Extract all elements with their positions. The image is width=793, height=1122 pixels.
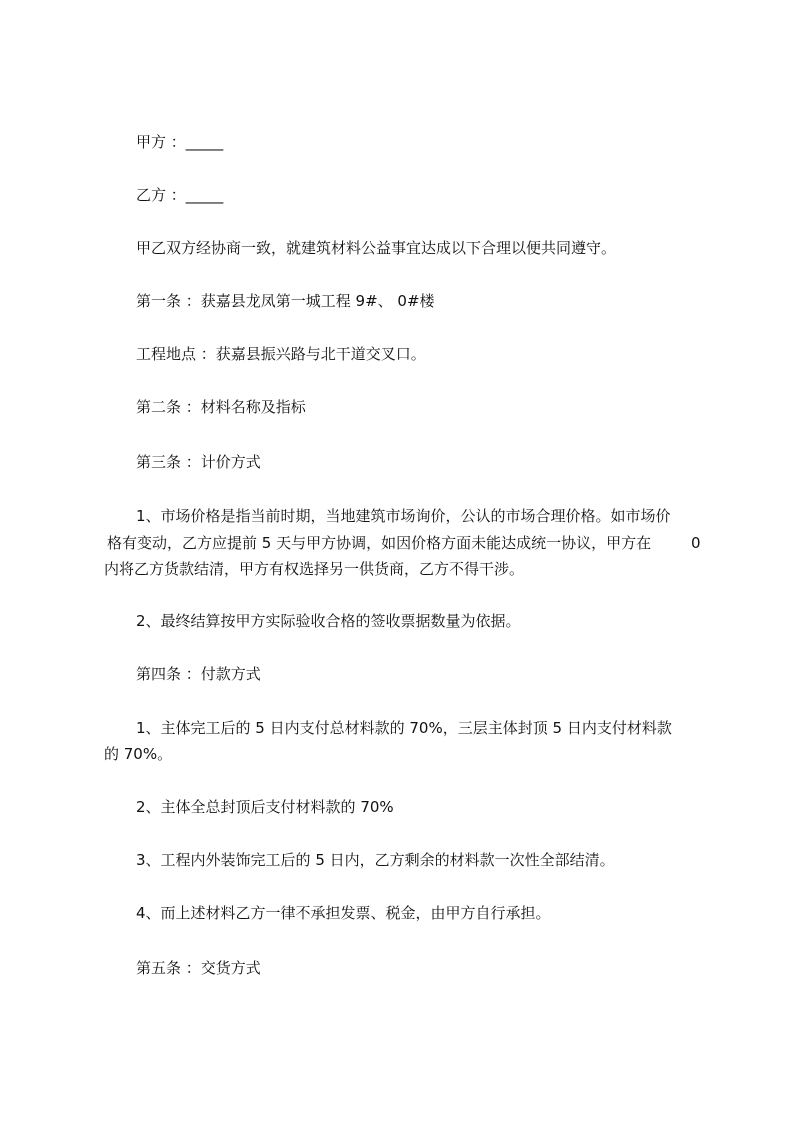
- intro-paragraph: 甲乙双方经协商一致，就建筑材料公益事宜达成以下合理以便共同遵守。: [136, 239, 617, 257]
- pricing-clause-1-line-2-tail: 0: [691, 534, 701, 552]
- article-2-heading: 第二条 ：材料名称及指标: [136, 398, 306, 416]
- article-3-heading: 第三条 ：计价方式: [136, 453, 261, 471]
- payment-clause-1-line-2: 的 70%。: [104, 745, 173, 763]
- party-a-line: 甲方 ：_____: [136, 133, 224, 151]
- pricing-clause-1-line-2: 格有变动，乙方应提前 5 天与甲方协调，如因价格方面未能达成统一协议，甲方在: [107, 534, 652, 552]
- payment-clause-4: 4、而上述材料乙方一律不承担发票、税金，由甲方自行承担。: [136, 904, 551, 922]
- payment-clause-3: 3、工程内外装饰完工后的 5 日内，乙方剩余的材料款一次性全部结清。: [136, 851, 615, 869]
- pricing-clause-1-line-3: 内将乙方货款结清，甲方有权选择另一供货商，乙方不得干涉。: [104, 560, 525, 578]
- payment-clause-2: 2、主体全总封顶后支付材料款的 70%: [136, 798, 394, 816]
- article-4-heading: 第四条 ：付款方式: [136, 665, 261, 683]
- article-5-heading: 第五条 ：交货方式: [136, 959, 261, 977]
- article-1-heading: 第一条 ：获嘉县龙凤第一城工程 9#、 0#楼: [136, 292, 435, 310]
- project-location-line: 工程地点 ：获嘉县振兴路与北干道交叉口。: [136, 345, 426, 363]
- party-b-line: 乙方 ：_____: [136, 186, 224, 204]
- pricing-clause-2: 2、最终结算按甲方实际验收合格的签收票据数量为依据。: [136, 612, 521, 630]
- payment-clause-1-line-1: 1、主体完工后的 5 日内支付总材料款的 70%，三层主体封顶 5 日内支付材料款: [136, 719, 672, 737]
- pricing-clause-1-line-1: 1、市场价格是指当前时期，当地建筑市场询价，公认的市场合理价格。如市场价: [136, 507, 671, 525]
